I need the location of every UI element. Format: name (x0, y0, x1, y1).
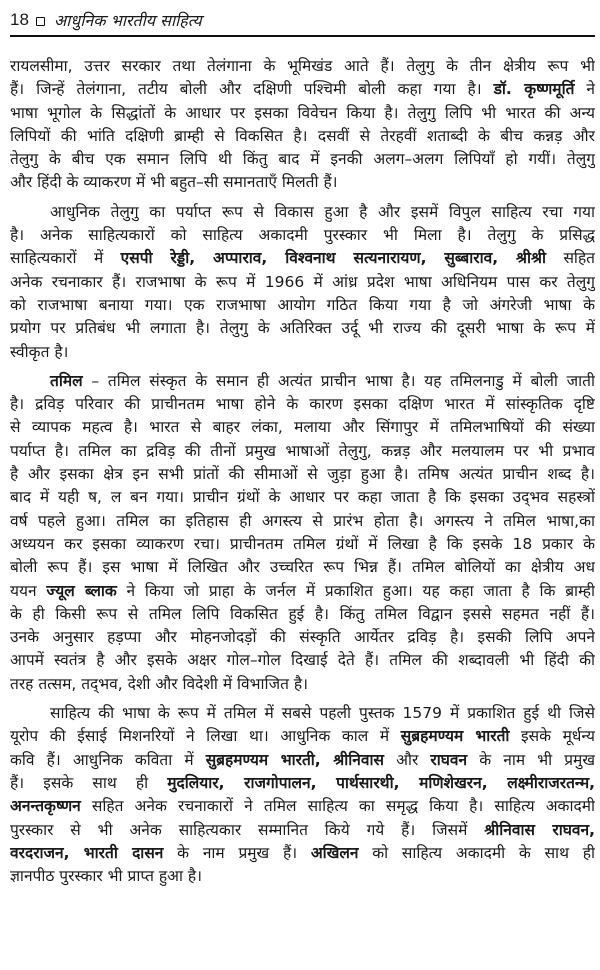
text-segment: सहित (546, 249, 595, 268)
text-line (10, 247, 595, 270)
page-body (10, 55, 595, 894)
text-line (10, 649, 595, 672)
text-segment: अध्ययन कर इसका व्याकरण रचा। प्राचीनतम तमिल ग्रंथों में लिखा है कि इसके 18 प्रकार के (10, 534, 595, 553)
text-segment: यूरोप की ईसाई मिशनरियों ने लिखा था। आधुनिक काल में (10, 727, 401, 746)
text-line (10, 749, 595, 772)
text-segment: प्रयोग पर प्रतिबंध भी लगाता है। तेलुगु के अतिरिक्त उर्दू भी राज्य की दूसरी भाषा के रूप में (10, 319, 595, 338)
text-line (10, 201, 595, 224)
bold-text: एसपी रेड्डी, अप्पाराव, विश्वनाथ सत्यनारायण, सुब्बाराव, श्रीश्री (120, 249, 546, 268)
text-line (10, 603, 595, 626)
text-line (10, 171, 595, 194)
bold-text: डॉ. कृष्णमूर्ति (493, 80, 575, 99)
text-segment: है और इसका क्षेत्र इन सभी प्रांतों की सीमाओं से जुड़ा हुआ है। तमिष अत्यंत प्राचीन शब्द है। (10, 465, 595, 484)
text-segment: तरह तत्सम, तद्‌भव, देशी और विदेशी में विभाजित है। (10, 674, 308, 693)
text-segment: के ही किसी रूप से तमिल लिपि विकसित हुई है। किंतु तमिल विद्वान इससे सहमत नहीं हैं। (10, 604, 595, 623)
text-segment: – तमिल संस्कृत के समान ही अत्यंत प्राचीन भाषा है। यह तमिलनाडु में बोली जाती (82, 371, 595, 390)
bold-text: ज्यूल ब्लाक (46, 581, 117, 600)
paragraph (10, 702, 595, 888)
text-segment: स्वीकृत है। (10, 342, 69, 361)
text-line (10, 440, 595, 463)
text-segment: बाद में यही ष, ल बन गया। प्राचीन ग्रंथों के आधार पर कहा जाता है कि इसका उद्‌भव सहस्त्रों (10, 488, 595, 507)
text-segment: ज्ञानपीठ पुरस्कार भी प्राप्त हुआ है। (10, 867, 202, 886)
bold-text: वरदराजन, भारती दासन (10, 843, 164, 862)
text-line (10, 865, 595, 888)
text-line (10, 795, 595, 818)
square-bullet-icon (36, 17, 45, 26)
text-line (10, 673, 595, 696)
text-segment: साहित्यकारों में (10, 249, 121, 268)
page-number: 18 (10, 10, 29, 29)
text-segment: को राजभाषा बनाया गया। एक राजभाषा आयोग गठित किया गया है जो अंगरेजी भाषा के (10, 295, 595, 314)
text-line (10, 842, 595, 865)
text-segment: लिपियों की भांति दक्षिणी ब्राम्ही से विकसित है। दसवीं से तेरहवीं शताब्दी के बीच कन्नड़ और (10, 126, 595, 145)
text-line (10, 702, 595, 725)
text-segment: पुरस्कार से भी अनेक साहित्यकार सम्मानित किये गये हैं। जिसमें (10, 820, 485, 839)
text-line (10, 626, 595, 649)
text-line (10, 556, 595, 579)
text-segment: बोली रूप हैं। इस भाषा में लिखित और उच्चरित रूप भिन्न हैं। तमिल बोलियों का क्षेत्रीय अध (10, 558, 595, 577)
text-segment: पर्याप्त है। तमिल का द्रविड़ की तीनों प्रमुख भाषाओं तेलुगु, कन्नड़ और मलयालम पर भी प्रभाव (10, 441, 595, 460)
text-segment: तेलुगु के बीच एक समान लिपि थी किंतु बाद में इनकी अलग–अलग लिपियाँ हो गयीं। तेलुगु (10, 150, 595, 169)
text-segment: है। अनेक साहित्यकारों को साहित्य अकादमी पुरस्कार भी मिला है। तेलुगु के प्रसिद्ध (10, 226, 595, 245)
text-segment: ने (574, 80, 595, 99)
text-line (10, 224, 595, 247)
text-segment: रायलसीमा, उत्तर सरकार तथा तेलंगाना के भूमिखंड आते हैं। तेलुगु के तीन क्षेत्रीय रूप भी (10, 57, 595, 75)
text-segment: भाषा भूगोल के सिद्धांतों के आधार पर इसका विवेचन किया है। तेलुगु लिपि भी भारत की अन्य (10, 103, 595, 122)
text-line (10, 725, 595, 748)
text-segment: को साहित्य अकादमी के साथ ही (358, 843, 595, 862)
text-line (10, 580, 595, 603)
text-segment: साहित्य की भाषा के रूप में तमिल में सबसे पहली पुस्तक 1579 में प्रकाशित हुई थी जिसे (50, 704, 595, 723)
text-segment: है। द्रविड़ परिवार की प्राचीनतम भाषा होने के कारण इसका दक्षिण भारत में सांस्कृतिक दृष्टि (10, 395, 595, 414)
text-segment: के नाम प्रमुख हैं। (163, 843, 311, 862)
text-segment: कवि हैं। आधुनिक कविता में (10, 750, 206, 769)
text-line (10, 78, 595, 101)
paragraph (10, 55, 595, 195)
text-segment: से व्यापक महत्व है। भारत से बाहर लंका, मलाया और सिंगापुर में तमिलभाषियों की संख्या (10, 418, 595, 437)
text-line (10, 271, 595, 294)
text-segment: ययन (10, 581, 47, 600)
text-line (10, 463, 595, 486)
text-line (10, 533, 595, 556)
text-segment: के नाम भी प्रमुख (467, 750, 595, 769)
text-segment: वर्ष पहले हुआ। तमिल का इतिहास ही अगस्त्य से प्रारंभ होता है। अगस्त्य ने तमिल भाषा,का (10, 511, 595, 530)
text-line (10, 393, 595, 416)
bold-text: अखिलन (310, 843, 359, 862)
text-line (10, 772, 595, 795)
text-segment: और (383, 750, 431, 769)
text-line (10, 102, 595, 125)
text-line (10, 370, 595, 393)
text-segment: ने किया जो प्राहा के जर्नल में प्रकाशित हुआ। यह कहा जाता है कि ब्राम्ही (116, 581, 595, 600)
text-line (10, 125, 595, 148)
text-line (10, 341, 595, 364)
bold-text: सुब्रहमण्यम भारती, श्रीनिवास (205, 750, 384, 769)
text-line (10, 317, 595, 340)
text-line (10, 819, 595, 842)
text-line (10, 294, 595, 317)
bold-text: सुब्रहमण्यम भारती (400, 727, 510, 746)
bold-text: तमिल (50, 371, 83, 390)
text-segment: आपमें स्वतंत्र है और इसके अक्षर गोल–गोल दिखाई देते हैं। तमिल की शब्दावली भी हिंदी की (10, 651, 595, 670)
paragraph (10, 370, 595, 696)
bold-text: राघवन (430, 750, 468, 769)
text-segment: हैं। इसके साथ ही (10, 773, 168, 792)
text-segment: इसके मूर्धन्य (509, 727, 595, 746)
bold-text: श्रीनिवास राघवन, (484, 820, 595, 839)
paragraph (10, 201, 595, 364)
bold-text: मुदलियार, राजगोपालन, पार्थसारथी, मणिशेखरन, लक्ष्मीराजरतन्म, (167, 773, 595, 792)
text-line (10, 55, 595, 78)
text-segment: आधुनिक तेलुगु का पर्याप्त रूप से विकास हुआ है और इसमें विपुल साहित्य रचा गया (50, 202, 595, 221)
text-segment: हैं। जिन्हें तेलंगाना, तटीय बोली और दक्षिणी पश्चिमी बोली कहा गया है। (10, 80, 494, 99)
text-segment: और हिंदी के व्याकरण में भी बहुत–सी समानताएँ मिलती हैं। (10, 173, 338, 192)
text-segment: उनके अनुसार हड़प्पा और मोहनजोदड़ों की संस्कृति आर्येतर द्रविड़ है। इसकी लिपि अपने (10, 628, 595, 647)
running-header (10, 5, 595, 37)
text-line (10, 486, 595, 509)
running-title: आधुनिक भारतीय साहित्य (54, 11, 202, 30)
text-segment: अनेक रचनाकार हैं। राजभाषा के रूप में 1966 में आंध्र प्रदेश भाषा अधिनियम पास कर तेलुगु (10, 272, 595, 291)
text-line (10, 148, 595, 171)
text-segment: सहित अनेक रचनाकारों ने तमिल साहित्य का समृद्ध किया है। साहित्य अकादमी (80, 797, 595, 816)
text-line (10, 510, 595, 533)
bold-text: अनन्तकृष्णन (10, 797, 81, 816)
text-line (10, 416, 595, 439)
